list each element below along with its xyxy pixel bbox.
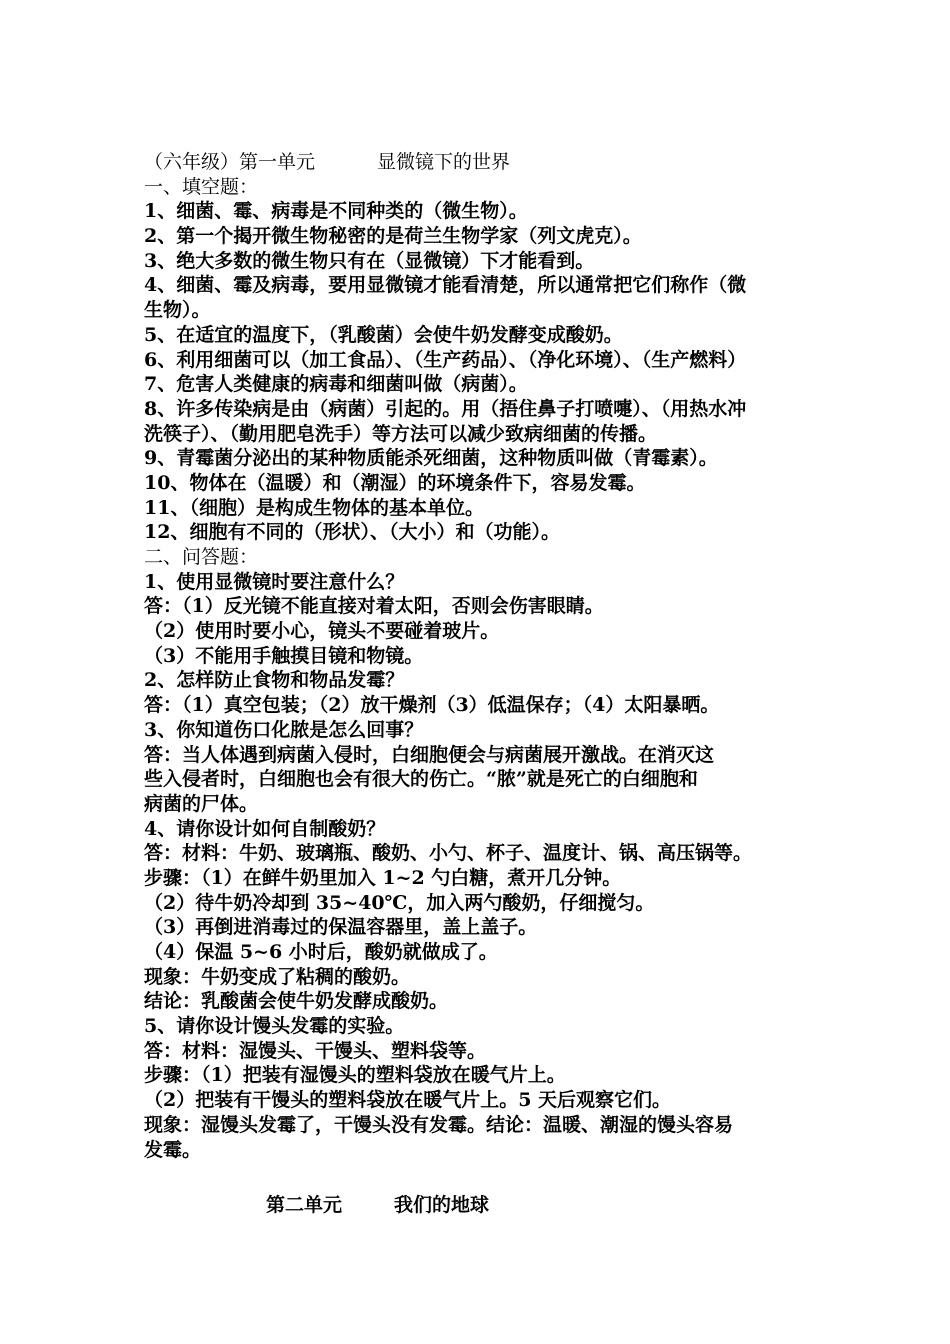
unit2-title-left: 第二单元 [266, 1194, 343, 1216]
fill-blank-line: 4、细菌、霉及病毒，要用显微镜才能看清楚，所以通常把它们称作（微 [144, 274, 747, 297]
section2-heading: 二、问答题： [144, 546, 259, 568]
fill-blank-line: 12、细胞有不同的（形状）、（大小）和（功能）。 [144, 521, 560, 544]
unit2-title [266, 1193, 489, 1218]
fill-blank-line: 11、（细胞）是构成生物体的基本单位。 [144, 496, 484, 519]
qa-line: 1、使用显微镜时要注意什么？ [144, 570, 405, 593]
section1-heading: 一、填空题： [144, 175, 259, 198]
qa-line: 步骤：（1）把装有湿馒头的塑料袋放在暖气片上。 [144, 1064, 566, 1087]
qa-line: 发霉。 [144, 1138, 202, 1161]
fill-blank-line: 3、绝大多数的微生物只有在（显微镜）下才能看到。 [144, 249, 595, 272]
fill-blank-line: 1、细菌、霉、病毒是不同种类的（微生物）。 [144, 200, 528, 223]
qa-line: 4、请你设计如何自制酸奶？ [144, 817, 386, 840]
unit2-title-right: 我们的地球 [394, 1194, 490, 1216]
fill-blank-line: 7、危害人类健康的病毒和细菌叫做（病菌）。 [144, 373, 528, 396]
fill-blank-line: 8、许多传染病是由（病菌）引起的。用（捂住鼻子打喷嚏）、（用热水冲 [144, 397, 747, 420]
unit1-title [144, 150, 812, 175]
qa-line: 答：（1）反光镜不能直接对着太阳，否则会伤害眼睛。 [144, 595, 604, 618]
unit1-title-right: 显微镜下的世界 [377, 151, 511, 173]
qa-line: 5、请你设计馒头发霉的实验。 [144, 1015, 405, 1038]
qa-line: （3）不能用手触摸目镜和物镜。 [144, 644, 424, 667]
document-body [144, 150, 812, 1162]
qa-line: （2）待牛奶冷却到 35~40℃，加入两勺酸奶，仔细搅匀。 [144, 891, 655, 914]
fill-blank-line: 10、物体在（温暖）和（潮湿）的环境条件下，容易发霉。 [144, 471, 646, 494]
fill-blank-line: 9、青霉菌分泌出的某种物质能杀死细菌，这种物质叫做（青霉素）。 [144, 447, 718, 470]
qa-line: （4）保温 5~6 小时后，酸奶就做成了。 [144, 941, 498, 963]
qa-line: 答：（1）真空包装；（2）放干燥剂（3）低温保存；（4）太阳暴晒。 [144, 694, 720, 717]
qa-line: 步骤：（1）在鲜牛奶里加入 1~2 勺白糖，煮开几分钟。 [144, 866, 622, 889]
qa-line: 病菌的尸体。 [144, 792, 259, 815]
fill-blank-line: 5、在适宜的温度下，（乳酸菌）会使牛奶发酵变成酸奶。 [144, 323, 623, 346]
unit1-title-left: （六年级）第一单元 [144, 151, 316, 173]
qa-line: （2）把装有干馒头的塑料袋放在暖气片上。5 天后观察它们。 [144, 1089, 672, 1112]
fill-blank-line: 2、第一个揭开微生物秘密的是荷兰生物学家（列文虎克）。 [144, 225, 642, 248]
qa-line: 些入侵者时，白细胞也会有很大的伤亡。“脓”就是死亡的白细胞和 [144, 768, 698, 791]
qa-line: 2、怎样防止食物和物品发霉？ [144, 669, 405, 692]
qa-line: 答：材料：牛奶、玻璃瓶、酸奶、小勺、杯子、温度计、锅、高压锅等。 [144, 842, 753, 865]
qa-line: 答：当人体遇到病菌入侵时，白细胞便会与病菌展开激战。在消灭这 [144, 743, 715, 766]
qa-line: （2）使用时要小心，镜头不要碰着玻片。 [144, 620, 500, 643]
fill-blank-line: 6、利用细菌可以（加工食品）、（生产药品）、（净化环境）、（生产燃料） [144, 348, 747, 371]
qa-line: 结论：乳酸菌会使牛奶发酵成酸奶。 [144, 990, 449, 1013]
qa-line: （3）再倒进消毒过的保温容器里，盖上盖子。 [144, 916, 538, 939]
fill-blank-line: 洗筷子）、（勤用肥皂洗手）等方法可以减少致病细菌的传播。 [144, 422, 658, 445]
qa-line: 3、你知道伤口化脓是怎么回事？ [144, 718, 424, 741]
fill-blank-line: 生物）。 [144, 299, 211, 322]
qa-line: 答：材料：湿馒头、干馒头、塑料袋等。 [144, 1039, 487, 1062]
qa-line: 现象：牛奶变成了粘稠的酸奶。 [144, 965, 411, 988]
qa-line: 现象：湿馒头发霉了，干馒头没有发霉。结论：温暖、潮湿的馒头容易 [144, 1113, 734, 1136]
